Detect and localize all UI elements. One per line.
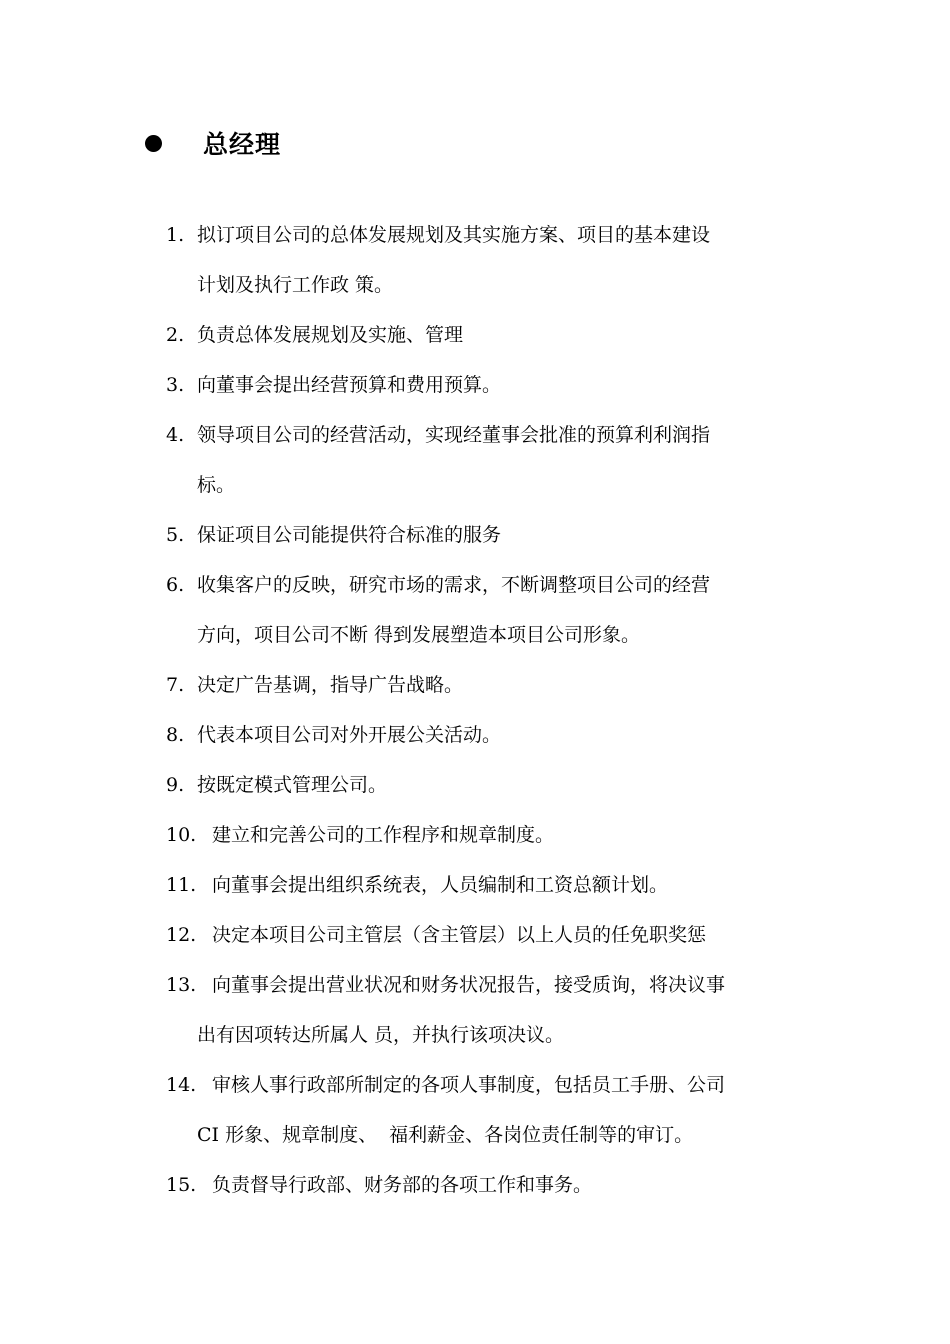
duty-text-line: 负责总体发展规划及实施、管理	[197, 324, 464, 346]
duty-text	[197, 510, 807, 560]
duty-text-line: 建立和完善公司的工作程序和规章制度。	[212, 824, 555, 846]
duty-number: 5.	[166, 524, 185, 546]
duty-text-line: 领导项目公司的经营活动，实现经董事会批准的预算利利润指	[197, 424, 711, 446]
duty-list	[166, 210, 826, 1210]
duty-text-line: 按既定模式管理公司。	[197, 774, 388, 796]
duty-text	[197, 310, 807, 360]
duty-text	[197, 560, 807, 660]
duty-text	[197, 710, 807, 760]
duty-text-line: 审核人事行政部所制定的各项人事制度，包括员工手册、公司	[212, 1074, 726, 1096]
duty-text	[212, 860, 822, 910]
duty-item	[166, 710, 826, 760]
duty-text	[197, 210, 807, 310]
duty-text	[212, 910, 822, 960]
duty-text	[197, 410, 807, 510]
duty-text	[197, 660, 807, 710]
duty-text	[212, 1160, 822, 1210]
duty-item	[166, 410, 826, 510]
duty-text-line: 决定本项目公司主管层（含主管层）以上人员的任免职奖惩	[212, 924, 707, 946]
duty-text-line: 向董事会提出组织系统表，人员编制和工资总额计划。	[212, 874, 669, 896]
bullet-icon	[145, 135, 162, 152]
duty-item	[166, 660, 826, 710]
duty-number: 7.	[166, 674, 185, 696]
duty-item	[166, 810, 826, 860]
duty-number: 6.	[166, 574, 185, 596]
duty-number: 3.	[166, 374, 185, 396]
duty-number: 14.	[166, 1074, 197, 1096]
duty-number: 15.	[166, 1174, 197, 1196]
duty-text-line: 拟订项目公司的总体发展规划及其实施方案、项目的基本建设	[197, 224, 711, 246]
duty-text-line: 负责督导行政部、财务部的各项工作和事务。	[212, 1174, 593, 1196]
duty-item	[166, 1060, 826, 1160]
duty-text-line: 向董事会提出经营预算和费用预算。	[197, 374, 502, 396]
duty-item	[166, 1160, 826, 1210]
duty-text-line: 出有因项转达所属人 员，并执行该项决议。	[197, 1024, 565, 1046]
duty-number: 11.	[166, 874, 197, 896]
duty-item	[166, 510, 826, 560]
duty-text-line: 收集客户的反映，研究市场的需求，不断调整项目公司的经营	[197, 574, 711, 596]
duty-item	[166, 910, 826, 960]
duty-item	[166, 760, 826, 810]
duty-number: 1.	[166, 224, 185, 246]
duty-text-line: 代表本项目公司对外开展公关活动。	[197, 724, 502, 746]
duty-number: 13.	[166, 974, 197, 996]
duty-text-line: 决定广告基调，指导广告战略。	[197, 674, 464, 696]
duty-number: 8.	[166, 724, 185, 746]
section-heading	[145, 122, 281, 164]
duty-text	[197, 760, 807, 810]
duty-text	[212, 810, 822, 860]
duty-item	[166, 860, 826, 910]
duty-text-line: CI 形象、规章制度、 福利薪金、各岗位责任制等的审订。	[197, 1124, 694, 1146]
duty-text	[197, 1060, 822, 1160]
duty-item	[166, 310, 826, 360]
duty-number: 12.	[166, 924, 197, 946]
duty-text	[197, 960, 822, 1060]
duty-text-line: 向董事会提出营业状况和财务状况报告，接受质询，将决议事	[212, 974, 726, 996]
duty-item	[166, 360, 826, 410]
duty-number: 9.	[166, 774, 185, 796]
duty-number: 2.	[166, 324, 185, 346]
duty-text-line: 计划及执行工作政 策。	[197, 274, 394, 296]
section-title: 总经理	[203, 130, 282, 159]
duty-text	[197, 360, 807, 410]
duty-text-line: 保证项目公司能提供符合标准的服务	[197, 524, 502, 546]
duty-item	[166, 960, 826, 1060]
duty-number: 10.	[166, 824, 197, 846]
duty-item	[166, 560, 826, 660]
duty-number: 4.	[166, 424, 185, 446]
duty-text-line: 方向，项目公司不断 得到发展塑造本项目公司形象。	[197, 624, 641, 646]
duty-text-line: 标。	[197, 474, 236, 496]
duty-item	[166, 210, 826, 310]
